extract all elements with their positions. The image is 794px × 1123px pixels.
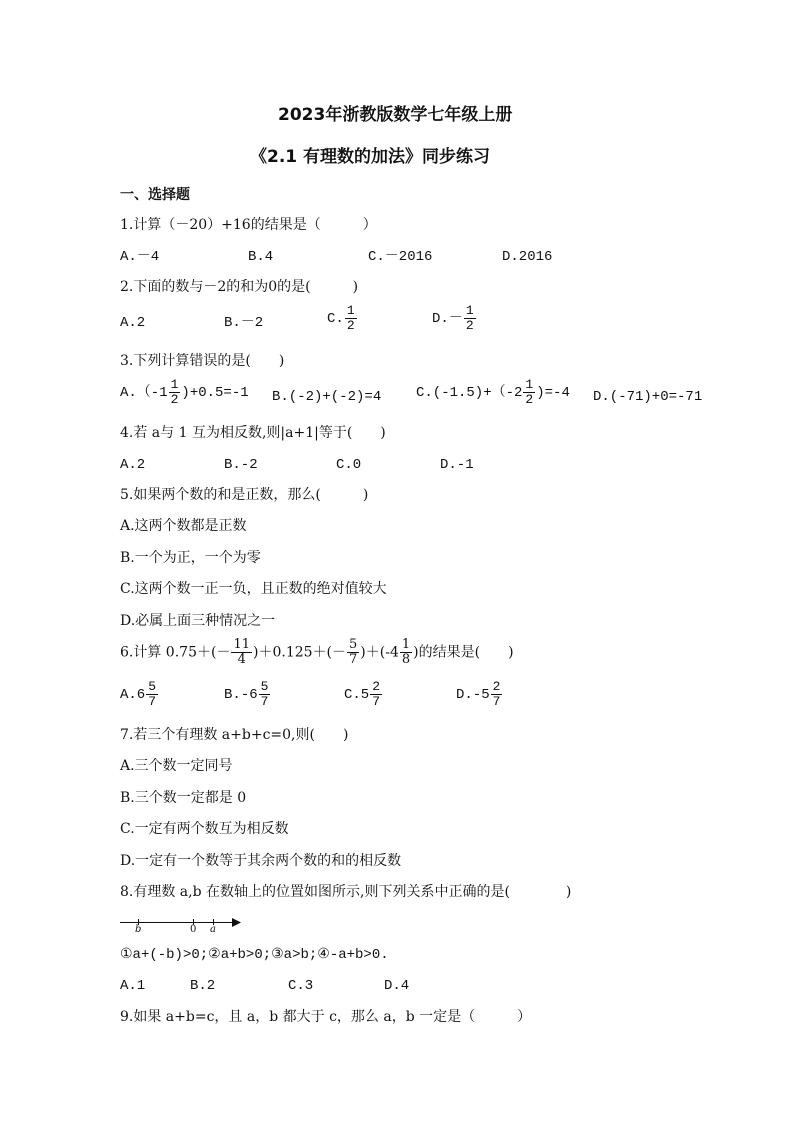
- q6-text-3: )＋(-4: [360, 644, 399, 661]
- q6-text-4: )的结果是( ): [413, 644, 514, 661]
- fraction-numerator: 1: [465, 303, 474, 318]
- fraction-denominator: 7: [372, 694, 381, 709]
- fraction-numerator: 5: [260, 679, 269, 694]
- section-heading: 一、选择题: [120, 187, 190, 203]
- q7-option-d: D.一定有一个数等于其余两个数的和的相反数: [120, 853, 402, 869]
- q3-option-c: [416, 378, 570, 407]
- fraction-numerator: 2: [372, 679, 381, 694]
- fraction-denominator: 8: [401, 652, 411, 667]
- q7-option-b: B.三个数一定都是 0: [120, 790, 247, 806]
- question-6: [120, 638, 514, 667]
- q6-option-c: [344, 680, 383, 709]
- q8-option-c: C.3: [288, 978, 314, 994]
- q6-fraction-3: [400, 638, 412, 667]
- question-1: 1.计算（－20）+16的结果是（ ）: [120, 217, 377, 233]
- q6-option-a-prefix: A.6: [120, 687, 146, 704]
- fraction-denominator: 4: [237, 652, 246, 667]
- fraction-numerator: 2: [492, 679, 501, 694]
- q7-option-c: C.一定有两个数互为相反数: [120, 821, 289, 837]
- q3-option-a: [120, 378, 249, 407]
- fraction-denominator: 7: [349, 652, 358, 667]
- q6-option-b: [224, 680, 271, 709]
- q8-option-b: B.2: [190, 978, 216, 994]
- q3-option-d: D.(-71)+0=-71: [593, 389, 703, 405]
- q8-option-d: D.4: [384, 978, 410, 994]
- q6-text-2: )＋0.125＋(－: [253, 644, 347, 661]
- document-title: 2023年浙教版数学七年级上册: [278, 105, 513, 125]
- fraction-numerator: 11: [233, 637, 250, 652]
- q2-option-d-prefix: D.－: [432, 311, 463, 328]
- q6-option-d-fraction: [491, 680, 503, 709]
- q4-option-b: B.-2: [224, 457, 258, 473]
- question-3: 3.下列计算错误的是( ): [120, 353, 285, 369]
- fraction-denominator: 7: [148, 694, 157, 709]
- q3-option-a-prefix: A.（-1: [120, 385, 168, 402]
- q6-text-1: 6.计算 0.75＋(－: [120, 644, 231, 661]
- q6-option-d-prefix: D.-5: [456, 687, 490, 704]
- fraction-denominator: 7: [260, 694, 269, 709]
- fraction-denominator: 7: [492, 694, 501, 709]
- question-9: 9.如果 a+b=c，且 a，b 都大于 c，那么 a，b 一定是（ ）: [120, 1009, 532, 1025]
- q8-option-a: A.1: [120, 978, 146, 994]
- q2-option-c-fraction: [345, 304, 357, 333]
- q6-option-c-fraction: [370, 680, 382, 709]
- q3-option-c-prefix: C.(-1.5)+（-2: [416, 385, 523, 402]
- fraction-denominator: 2: [346, 318, 355, 333]
- q2-option-c-prefix: C.: [327, 311, 344, 328]
- fraction-numerator: 1: [525, 377, 534, 392]
- q2-option-c: [327, 304, 358, 333]
- q4-option-a: A.2: [120, 457, 146, 473]
- q3-option-c-fraction: [523, 378, 535, 407]
- fraction-numerator: 1: [346, 303, 355, 318]
- fraction-numerator: 1: [401, 637, 411, 652]
- fraction-denominator: 2: [525, 392, 534, 407]
- q6-option-b-fraction: [259, 680, 271, 709]
- q4-option-d: D.-1: [440, 457, 474, 473]
- q5-option-d: D.必属上面三种情况之一: [120, 613, 276, 629]
- q6-option-c-prefix: C.5: [344, 687, 370, 704]
- q1-option-b: B.4: [248, 249, 274, 265]
- q6-fraction-1: [231, 638, 252, 667]
- q5-option-b: B.一个为正，一个为零: [120, 550, 261, 566]
- q1-option-d: D.2016: [502, 249, 553, 265]
- q6-fraction-2: [347, 638, 359, 667]
- q3-option-a-suffix: )+0.5=-1: [181, 385, 249, 402]
- q5-option-a: A.这两个数都是正数: [120, 518, 247, 534]
- q6-option-a-fraction: [146, 680, 158, 709]
- fraction-numerator: 1: [170, 377, 179, 392]
- question-2: 2.下面的数与－2的和为0的是( ): [120, 279, 359, 295]
- number-line-label-0: 0: [190, 924, 197, 935]
- question-7: 7.若三个有理数 a+b+c=0,则( ): [120, 727, 349, 743]
- number-line-arrow-icon: [232, 918, 241, 927]
- q2-option-b: B.－2: [224, 315, 264, 331]
- q3-option-b: B.(-2)+(-2)=4: [272, 389, 382, 405]
- q7-option-a: A.三个数一定同号: [120, 758, 233, 774]
- fraction-denominator: 2: [170, 392, 179, 407]
- document-subtitle: 《2.1 有理数的加法》同步练习: [250, 147, 491, 167]
- number-line-label-a: a: [210, 924, 216, 935]
- q2-option-d: [432, 304, 477, 333]
- q6-option-a: [120, 680, 159, 709]
- question-8: 8.有理数 a,b 在数轴上的位置如图所示,则下列关系中正确的是( ): [120, 884, 572, 900]
- fraction-numerator: 5: [148, 679, 157, 694]
- q6-option-d: [456, 680, 503, 709]
- q4-option-c: C.0: [336, 457, 362, 473]
- question-5: 5.如果两个数的和是正数，那么( ): [120, 487, 369, 503]
- number-line-label-b: b: [135, 924, 142, 935]
- q8-relations: ①a+(-b)>0;②a+b>0;③a>b;④-a+b>0.: [120, 947, 389, 963]
- fraction-numerator: 5: [349, 637, 358, 652]
- fraction-denominator: 2: [465, 318, 474, 333]
- question-4: 4.若 a与 1 互为相反数,则|a+1|等于( ): [120, 425, 386, 441]
- q2-option-d-fraction: [464, 304, 476, 333]
- q6-option-b-prefix: B.-6: [224, 687, 258, 704]
- q3-option-c-suffix: )=-4: [536, 385, 570, 402]
- q2-option-a: A.2: [120, 315, 146, 331]
- q1-option-c: C.－2016: [368, 249, 433, 265]
- q5-option-c: C.这两个数一正一负，且正数的绝对值较大: [120, 581, 387, 597]
- q3-option-a-fraction: [169, 378, 181, 407]
- q1-option-a: A.－4: [120, 249, 160, 265]
